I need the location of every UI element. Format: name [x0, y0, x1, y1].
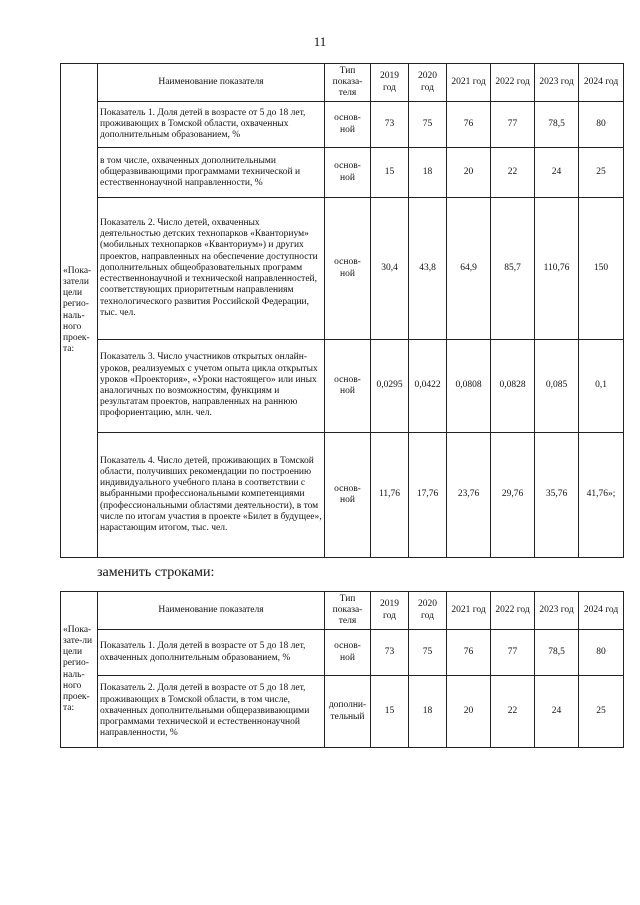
header-year: 2024 год [579, 64, 624, 102]
value-cell: 78,5 [535, 630, 579, 676]
indicator-type: дополни-тельный [325, 676, 371, 748]
value-cell: 76 [447, 102, 491, 148]
value-cell: 78,5 [535, 102, 579, 148]
value-cell: 0,085 [535, 340, 579, 433]
value-cell: 77 [491, 102, 535, 148]
side-label: «Пока-зате-ли цели регио-наль-ного проек-та: [61, 592, 98, 748]
value-cell: 24 [535, 148, 579, 198]
indicator-type: основ-ной [325, 148, 371, 198]
indicator-type: основ-ной [325, 340, 371, 433]
indicator-name: Показатель 4. Число детей, проживающих в Томской области, получивших рекомендации по построению индивидуального учебного плана в соответствии с выбранными профессиональными компетенциями (профессиональными областями деятельности), в том числе по итогам участия в проекте «Билет в будущее», нарастающим итогом, тыс. чел. [98, 433, 325, 558]
value-cell: 20 [447, 676, 491, 748]
value-cell: 73 [371, 630, 409, 676]
table-row [61, 102, 624, 148]
indicator-type: основ-ной [325, 198, 371, 340]
value-cell: 17,76 [409, 433, 447, 558]
value-cell: 22 [491, 148, 535, 198]
value-cell: 43,8 [409, 198, 447, 340]
value-cell: 76 [447, 630, 491, 676]
header-year: 2022 год [491, 592, 535, 630]
indicator-type: основ-ной [325, 433, 371, 558]
header-type: Тип показа-теля [325, 64, 371, 102]
header-year: 2019 год [371, 64, 409, 102]
header-indicator-name: Наименование показателя [98, 64, 325, 102]
value-cell: 15 [371, 676, 409, 748]
header-year: 2021 год [447, 64, 491, 102]
header-year: 2023 год [535, 592, 579, 630]
value-cell: 22 [491, 676, 535, 748]
header-row [61, 64, 624, 102]
value-cell: 23,76 [447, 433, 491, 558]
value-cell: 73 [371, 102, 409, 148]
value-cell: 75 [409, 102, 447, 148]
value-cell: 0,1 [579, 340, 624, 433]
replace-instruction: заменить строками: [97, 565, 215, 580]
value-cell: 77 [491, 630, 535, 676]
value-cell: 80 [579, 102, 624, 148]
indicator-name: Показатель 3. Число участников открытых онлайн-уроков, реализуемых с учетом опыта цикла открытых уроков «Проектория», «Уроки настоящего» или иных аналогичных по возможностям, функциям и результатам проектов, направленных на раннюю профориентацию, млн. чел. [98, 340, 325, 433]
page-number: 11 [313, 34, 327, 49]
value-cell: 41,76»; [579, 433, 624, 558]
value-cell: 24 [535, 676, 579, 748]
value-cell: 18 [409, 148, 447, 198]
value-cell: 11,76 [371, 433, 409, 558]
header-year: 2020 год [409, 592, 447, 630]
value-cell: 35,76 [535, 433, 579, 558]
table-row [61, 433, 624, 558]
value-cell: 29,76 [491, 433, 535, 558]
indicators-table-original [60, 63, 624, 558]
value-cell: 85,7 [491, 198, 535, 340]
header-indicator-name: Наименование показателя [98, 592, 325, 630]
table-row [61, 630, 624, 676]
indicator-name: Показатель 1. Доля детей в возрасте от 5 до 18 лет, проживающих в Томской области, охваченных дополнительным образованием, % [98, 102, 325, 148]
table-row [61, 148, 624, 198]
value-cell: 30,4 [371, 198, 409, 340]
indicators-table-replacement [60, 591, 624, 748]
value-cell: 0,0295 [371, 340, 409, 433]
header-year: 2019 год [371, 592, 409, 630]
value-cell: 110,76 [535, 198, 579, 340]
indicator-type: основ-ной [325, 102, 371, 148]
value-cell: 0,0422 [409, 340, 447, 433]
header-year: 2020 год [409, 64, 447, 102]
header-year: 2024 год [579, 592, 624, 630]
indicator-type: основ-ной [325, 630, 371, 676]
header-year: 2022 год [491, 64, 535, 102]
value-cell: 25 [579, 676, 624, 748]
header-year: 2021 год [447, 592, 491, 630]
value-cell: 18 [409, 676, 447, 748]
table-row [61, 340, 624, 433]
value-cell: 20 [447, 148, 491, 198]
value-cell: 64,9 [447, 198, 491, 340]
indicator-name: Показатель 1. Доля детей в возрасте от 5 до 18 лет, охваченных дополнительным образованием, % [98, 630, 325, 676]
value-cell: 0,0828 [491, 340, 535, 433]
header-type: Тип показа-теля [325, 592, 371, 630]
value-cell: 0,0808 [447, 340, 491, 433]
header-row [61, 592, 624, 630]
table-row [61, 676, 624, 748]
value-cell: 25 [579, 148, 624, 198]
indicator-name: в том числе, охваченных дополнительными общеразвивающими программами технической и естественнонаучной направленности, % [98, 148, 325, 198]
side-label: «Пока-затели цели регио-наль-ного проек-та: [61, 64, 98, 558]
table-row [61, 198, 624, 340]
value-cell: 80 [579, 630, 624, 676]
value-cell: 15 [371, 148, 409, 198]
value-cell: 150 [579, 198, 624, 340]
header-year: 2023 год [535, 64, 579, 102]
value-cell: 75 [409, 630, 447, 676]
indicator-name: Показатель 2. Доля детей в возрасте от 5 до 18 лет, проживающих в Томской области, в том числе, охваченных дополнительными общеразвивающими программами технической и естественнонаучной направленности, % [98, 676, 325, 748]
indicator-name: Показатель 2. Число детей, охваченных деятельностью детских технопарков «Кванториум» (мобильных технопарков «Кванториум») и других проектов, направленных на обеспечение доступности дополнительных общеобразовательных программ естественнонаучной и технической направленностей, соответствующих приоритетным направлениям технологического развития Российской Федерации, тыс. чел. [98, 198, 325, 340]
